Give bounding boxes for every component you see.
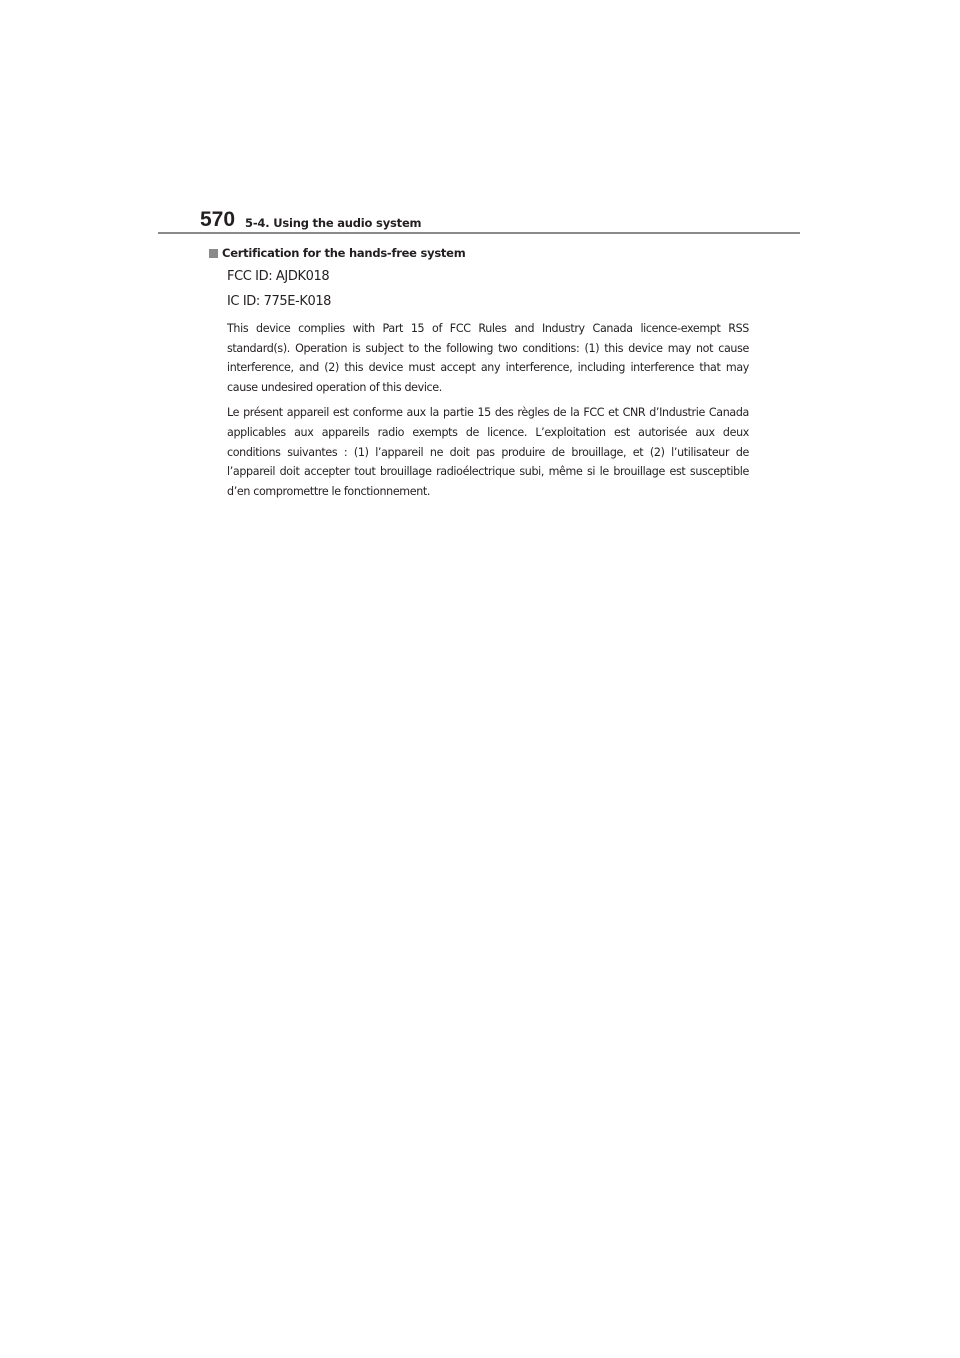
subheading	[209, 244, 749, 262]
subheading-text: Certification for the hands-free system	[222, 246, 466, 260]
section-title: 5-4. Using the audio system	[245, 216, 422, 230]
paragraph-french: Le présent appareil est conforme aux la partie 15 des règles de la FCC et CNR d’Industrie Canada applicables aux appareils radio exempts de licence. L’exploitation est autorisée aux deux conditions suivantes : (1) l’appareil ne doit pas produire de brouillage, et (2) l’utilisateur de l’appareil doit accepter tout brouillage radioélectrique subi, même si le brouillage est susceptible d’en compromettre le fonctionnement.	[227, 406, 749, 498]
page-header	[200, 203, 421, 231]
section-body	[227, 268, 749, 501]
page-content	[209, 244, 749, 501]
fcc-id-line: FCC ID: AJDK018	[227, 269, 330, 284]
page-number: 570	[200, 208, 236, 231]
paragraph-english: This device complies with Part 15 of FCC Rules and Industry Canada licence-exempt RSS standard(s). Operation is subject to the following two conditions: (1) this device may not cause interference, and (2) this device must accept any interference, including interference that may cause undesired operation of this device.	[227, 322, 749, 394]
header-divider	[158, 232, 800, 234]
ic-id-line: IC ID: 775E-K018	[227, 294, 332, 309]
square-bullet-icon	[209, 249, 218, 258]
